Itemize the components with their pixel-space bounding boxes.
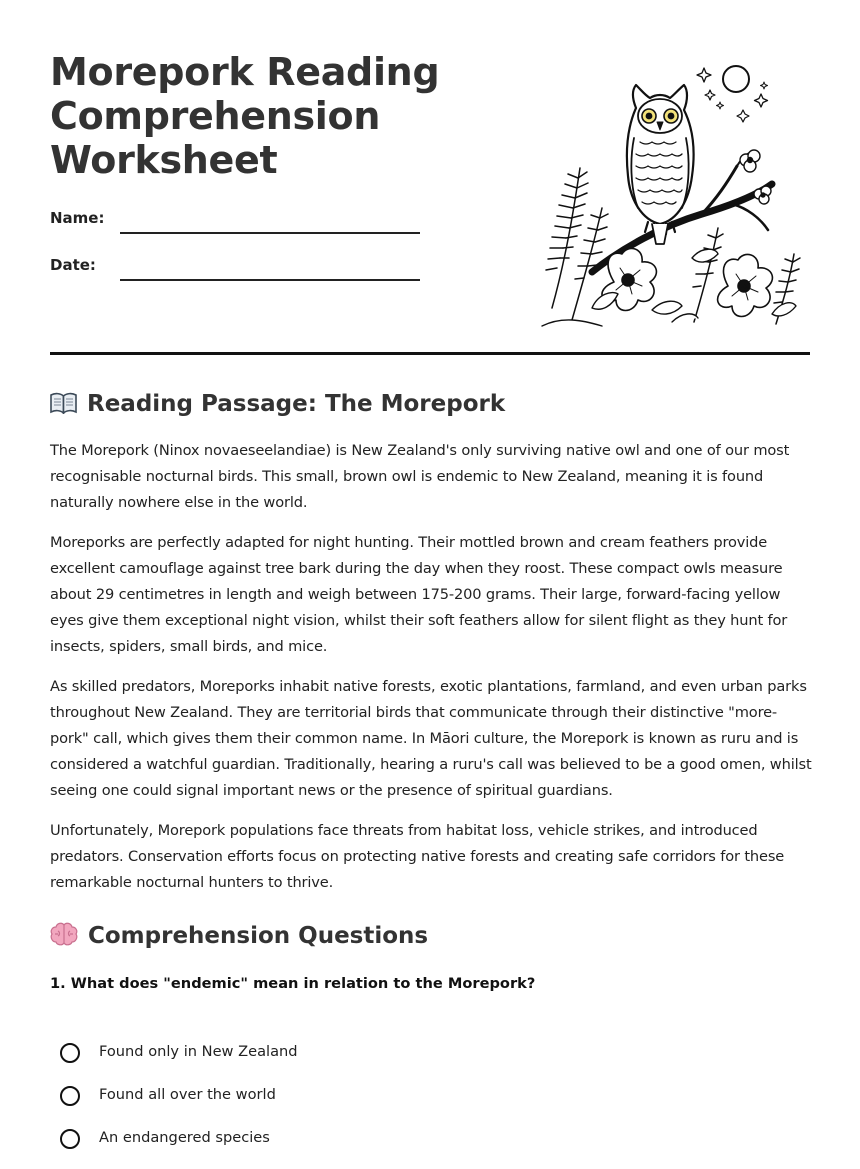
star-shape (705, 90, 715, 100)
answer-option[interactable] (60, 1083, 560, 1126)
passage-paragraph: Unfortunately, Morepork populations face threats from habitat loss, vehicle strikes, and introduced predators. Conservation efforts focus on protecting native forests and creating safe corridors for these remarkable nocturnal hunters to thrive. (50, 822, 785, 891)
flower-shape (718, 254, 773, 316)
blossom-shape (740, 150, 760, 172)
radio-button[interactable] (60, 1086, 80, 1106)
comprehension-heading (50, 921, 428, 954)
date-input-line[interactable] (120, 279, 420, 281)
date-label: Date: (50, 256, 96, 274)
owl-on-branch-illustration (532, 58, 810, 330)
brain-icon (50, 922, 78, 954)
reading-heading-text: Reading Passage: The Morepork (87, 391, 506, 417)
name-label: Name: (50, 209, 105, 227)
comprehension-heading-text: Comprehension Questions (88, 923, 429, 949)
worksheet-page (50, 0, 812, 1146)
star-shape (717, 102, 724, 109)
worksheet-header (50, 0, 810, 355)
passage-paragraph: The Morepork (Ninox novaeseelandiae) is New Zealand's only surviving native owl and one of our most recognisable nocturnal birds. This small, brown owl is endemic to New Zealand, meaning it is found naturally nowhere else in the world. (50, 442, 790, 511)
title-line: Comprehension (50, 94, 381, 138)
star-shape (761, 82, 768, 89)
star-shape (755, 94, 768, 107)
open-book-icon (50, 392, 77, 422)
option-label: An endangered species (99, 1129, 270, 1146)
radio-button[interactable] (60, 1129, 80, 1149)
option-label: Found all over the world (99, 1086, 276, 1103)
name-field (50, 205, 420, 235)
reading-passage (50, 438, 812, 911)
reading-passage-heading (50, 389, 505, 422)
answer-option[interactable] (60, 1126, 560, 1169)
radio-button[interactable] (60, 1043, 80, 1063)
star-shape (737, 110, 749, 122)
date-field (50, 252, 420, 282)
blossom-shape (754, 186, 771, 204)
passage-paragraph: Moreporks are perfectly adapted for night hunting. Their mottled brown and cream feathers provide excellent camouflage against tree bark during the day when they roost. These compact owls measure about 29 centimetres in length and weigh between 175-200 grams. Their large, forward-facing yellow eyes give them exceptional night vision, whilst their soft feathers allow for silent flight as they hunt for insects, spiders, small birds, and mice. (50, 534, 788, 655)
name-input-line[interactable] (120, 232, 420, 234)
question-1-options (60, 1040, 560, 1169)
moon-shape (723, 66, 749, 92)
fern-shape (546, 168, 608, 320)
worksheet-title (50, 50, 470, 182)
question-1-text: 1. What does "endemic" mean in relation to the Morepork? (50, 975, 536, 992)
title-line: Morepork Reading (50, 50, 440, 94)
option-label: Found only in New Zealand (99, 1043, 298, 1060)
title-line: Worksheet (50, 138, 278, 182)
passage-paragraph: As skilled predators, Moreporks inhabit native forests, exotic plantations, farmland, and even urban parks throughout New Zealand. They are territorial birds that communicate through their distinctive "more-pork" call, which gives them their common name. In Māori culture, the Morepork is known as ruru and is considered a watchful guardian. Traditionally, hearing a ruru's call was believed to be a good omen, whilst seeing one could signal important news or the presence of spiritual guardians. (50, 678, 812, 799)
answer-option[interactable] (60, 1040, 560, 1083)
star-shape (697, 68, 711, 82)
